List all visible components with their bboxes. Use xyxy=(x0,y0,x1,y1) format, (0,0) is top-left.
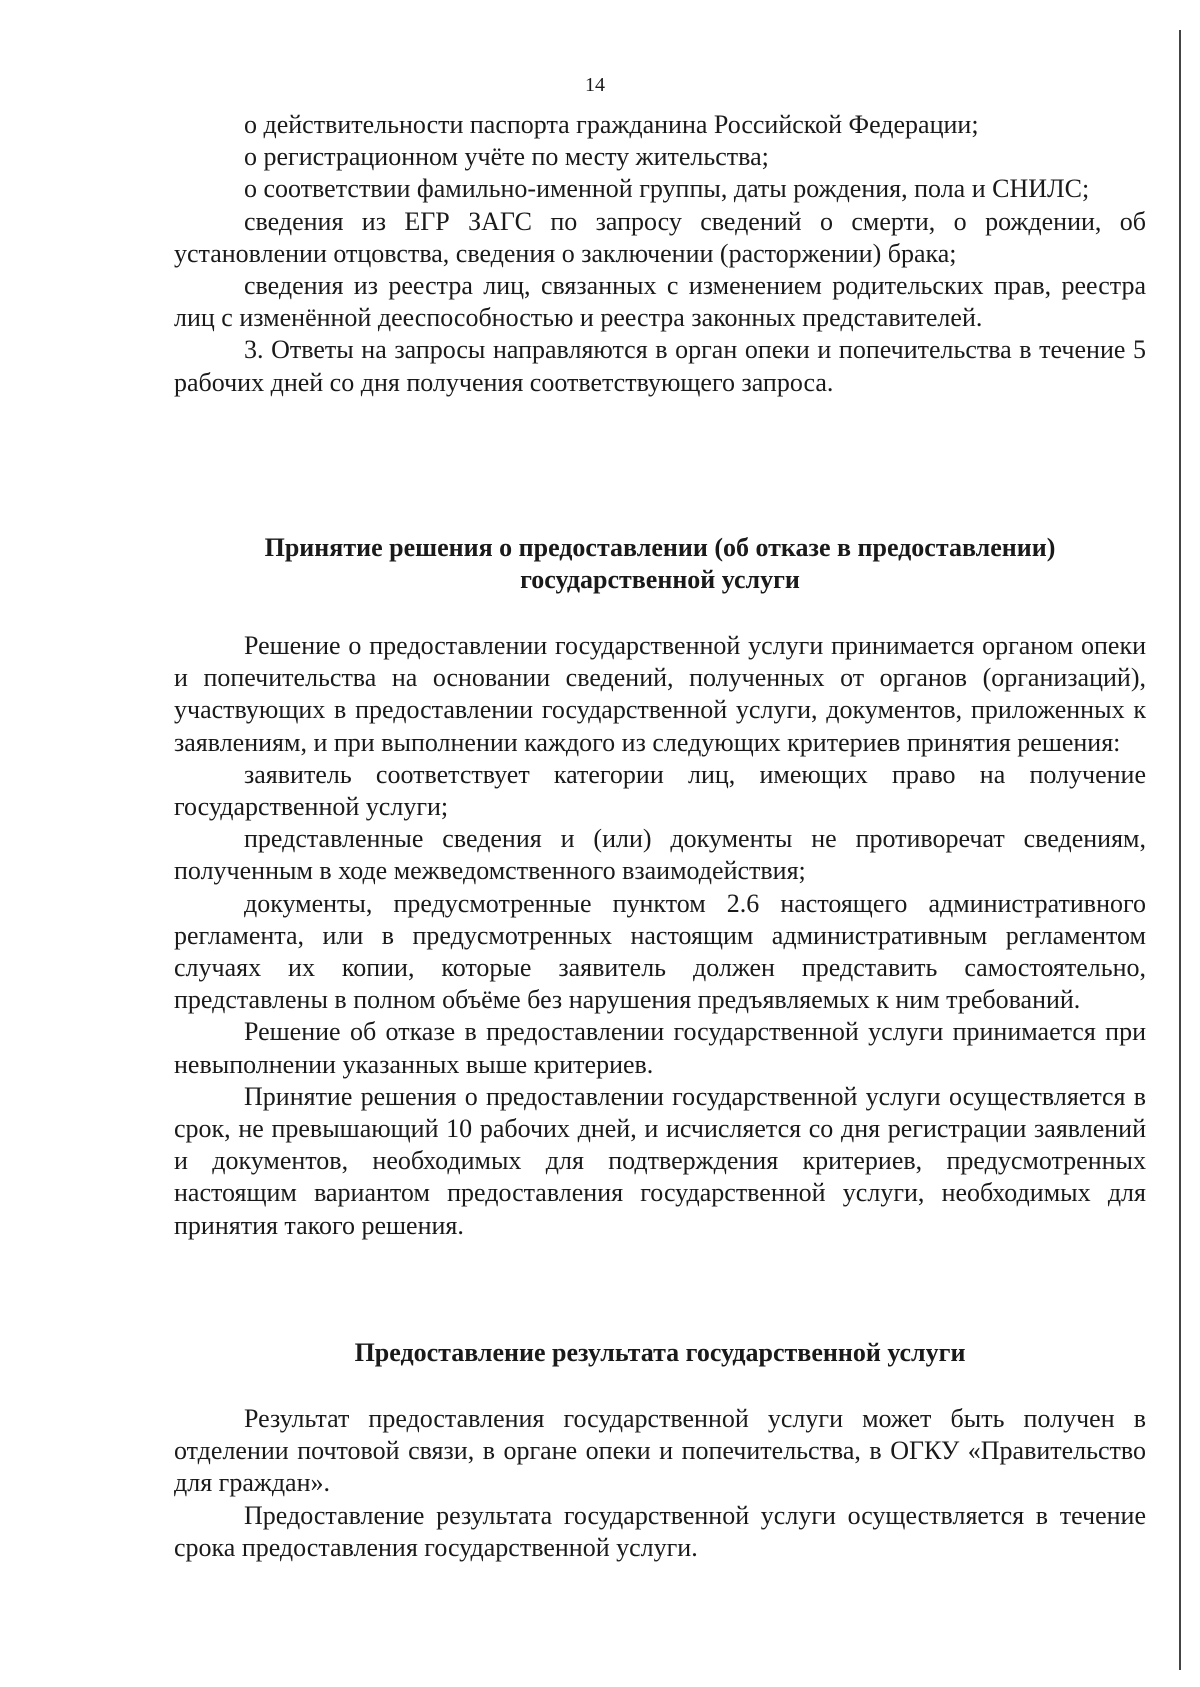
paragraph-3-answers: 3. Ответы на запросы направляются в орган опеки и попечительства в течение 5 рабочих дней со дня получения соответствующего запроса. xyxy=(174,335,1146,397)
paragraph: Принятие решения о предоставлении государственной услуги осуществляется в срок, не превышающий 10 рабочих дней, и исчисляется со дня регистрации заявлений и документов, необходимых для подтверждения критериев, предусмотренных настоящим вариантом предоставления государственной услуги, необходимых для принятия такого решения. xyxy=(174,1081,1146,1240)
list-item-registration: о регистрационном учёте по месту жительства; xyxy=(244,142,769,172)
paragraph: Решение об отказе в предоставлении государственной услуги принимается при невыполнении указанных выше критериев. xyxy=(174,1017,1146,1079)
paragraph: Решение о предоставлении государственной услуги принимается органом опеки и попечительства на основании сведений, полученных от органов (организаций), участвующих в предоставлении государственной услуги, документов, приложенных к заявлениям, и при выполнении каждого из следующих критериев принятия решения: xyxy=(174,631,1146,757)
requests-list-block xyxy=(174,109,1146,399)
list-item-zags: сведения из ЕГР ЗАГС по запросу сведений о смерти, о рождении, об установлении отцовства, сведения о заключении (расторжении) брака; xyxy=(174,206,1146,268)
page-number: 14 xyxy=(585,74,605,96)
decision-block xyxy=(174,630,1146,1242)
paragraph: Результат предоставления государственной услуги может быть получен в отделении почтовой связи, в органе опеки и попечительства, в ОГКУ «Правительство для граждан». xyxy=(174,1404,1146,1498)
list-item-registry: сведения из реестра лиц, связанных с изменением родительских прав, реестра лиц с изменённой дееспособностью и реестра законных представителей. xyxy=(174,271,1146,333)
criterion-item: заявитель соответствует категории лиц, имеющих право на получение государственной услуги; xyxy=(174,759,1146,822)
criterion-item: представленные сведения и (или) документы не противоречат сведениям, полученным в ходе межведомственного взаимодействия; xyxy=(174,824,1146,886)
criterion-item: документы, предусмотренные пунктом 2.6 настоящего административного регламента, или в предусмотренных настоящим административным регламентом случаях их копии, которые заявитель должен представить самостоятельно, представлены в полном объёме без нарушения предъявляемых к ним требований. xyxy=(174,888,1146,1015)
section-heading-result: Предоставление результата государственной услуги xyxy=(354,1338,966,1367)
result-block xyxy=(174,1403,1146,1564)
section-heading-decision xyxy=(174,532,1146,596)
heading-line: Принятие решения о предоставлении (об отказе в предоставлении) xyxy=(264,533,1056,562)
list-item-snils: о соответствии фамильно-именной группы, даты рождения, пола и СНИЛС; xyxy=(244,174,1090,204)
scan-edge-line xyxy=(1179,30,1181,1670)
list-item-passport: о действительности паспорта гражданина Российской Федерации; xyxy=(244,110,979,139)
heading-line: государственной услуги xyxy=(520,565,800,594)
paragraph: Предоставление результата государственной услуги осуществляется в течение срока предоставления государственной услуги. xyxy=(174,1500,1146,1562)
